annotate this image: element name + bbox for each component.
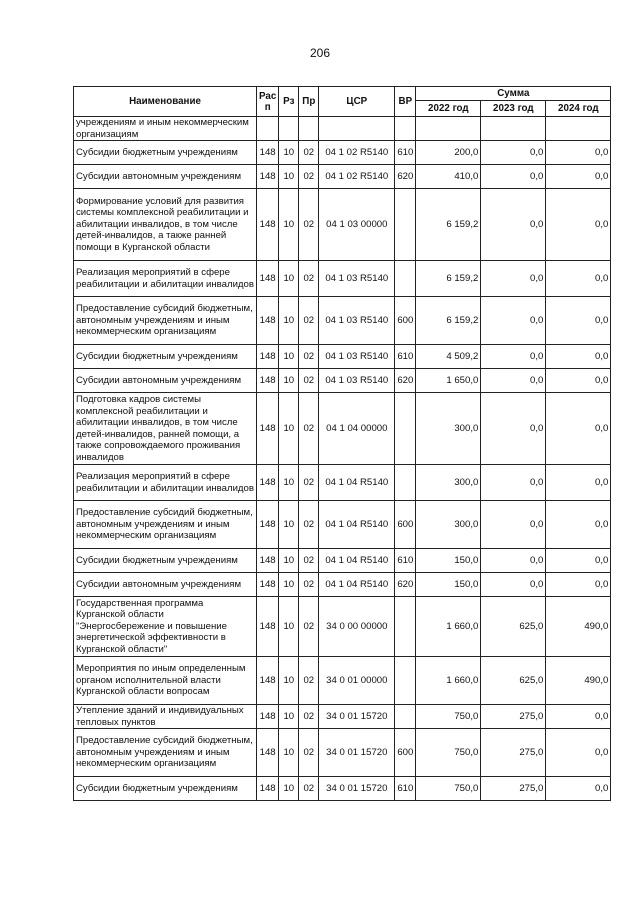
cell-vr <box>395 261 416 297</box>
cell-pr: 02 <box>299 297 319 345</box>
cell-name: Подготовка кадров системы комплексной реабилитации и абилитации инвалидов, в том числе детей-инвалидов, ранней помощи, а также сопровождаемого проживания инвалидов <box>74 393 257 465</box>
table-body <box>74 117 611 801</box>
cell-rasp: 148 <box>257 705 279 729</box>
cell-vr: 600 <box>395 729 416 777</box>
cell-sum-2022: 300,0 <box>416 501 481 549</box>
cell-name: Субсидии бюджетным учреждениям <box>74 141 257 165</box>
cell-sum-2022: 6 159,2 <box>416 189 481 261</box>
header-year-2022: 2022 год <box>416 101 481 117</box>
table-row <box>74 777 611 801</box>
cell-sum-2023: 0,0 <box>481 141 546 165</box>
cell-vr: 610 <box>395 549 416 573</box>
cell-sum-2023: 0,0 <box>481 345 546 369</box>
cell-rz: 10 <box>279 345 299 369</box>
cell-csr: 04 1 03 R5140 <box>319 297 395 345</box>
cell-sum-2022: 300,0 <box>416 465 481 501</box>
cell-csr: 04 1 03 R5140 <box>319 345 395 369</box>
cell-sum-2024: 0,0 <box>546 501 611 549</box>
cell-rz <box>279 117 299 141</box>
cell-csr: 04 1 04 R5140 <box>319 465 395 501</box>
cell-sum-2023 <box>481 117 546 141</box>
cell-rasp: 148 <box>257 573 279 597</box>
cell-pr: 02 <box>299 729 319 777</box>
cell-rasp: 148 <box>257 777 279 801</box>
cell-vr <box>395 393 416 465</box>
cell-csr: 34 0 01 15720 <box>319 777 395 801</box>
cell-sum-2022: 410,0 <box>416 165 481 189</box>
header-name: Наименование <box>74 87 257 117</box>
cell-rz: 10 <box>279 657 299 705</box>
cell-sum-2024: 0,0 <box>546 261 611 297</box>
cell-csr: 04 1 02 R5140 <box>319 165 395 189</box>
cell-sum-2024: 0,0 <box>546 705 611 729</box>
cell-sum-2024: 490,0 <box>546 597 611 657</box>
cell-pr: 02 <box>299 573 319 597</box>
cell-sum-2023: 0,0 <box>481 549 546 573</box>
header-csr: ЦСР <box>319 87 395 117</box>
cell-vr: 620 <box>395 369 416 393</box>
cell-pr: 02 <box>299 777 319 801</box>
cell-sum-2024: 0,0 <box>546 465 611 501</box>
cell-sum-2023: 0,0 <box>481 465 546 501</box>
cell-rasp: 148 <box>257 165 279 189</box>
cell-sum-2024: 0,0 <box>546 777 611 801</box>
cell-rasp: 148 <box>257 729 279 777</box>
table-row <box>74 261 611 297</box>
cell-rz: 10 <box>279 501 299 549</box>
cell-vr: 610 <box>395 141 416 165</box>
cell-vr: 600 <box>395 501 416 549</box>
cell-name: Субсидии бюджетным учреждениям <box>74 345 257 369</box>
cell-sum-2023: 0,0 <box>481 501 546 549</box>
cell-pr: 02 <box>299 261 319 297</box>
header-rasp <box>257 87 279 117</box>
cell-vr: 610 <box>395 777 416 801</box>
cell-rz: 10 <box>279 165 299 189</box>
cell-pr: 02 <box>299 705 319 729</box>
table-row <box>74 657 611 705</box>
cell-sum-2024: 0,0 <box>546 345 611 369</box>
cell-sum-2022: 1 650,0 <box>416 369 481 393</box>
table-row <box>74 549 611 573</box>
cell-vr <box>395 189 416 261</box>
cell-sum-2024: 0,0 <box>546 549 611 573</box>
cell-rasp: 148 <box>257 501 279 549</box>
cell-sum-2023: 0,0 <box>481 297 546 345</box>
cell-sum-2023: 0,0 <box>481 573 546 597</box>
cell-vr <box>395 465 416 501</box>
table-row <box>74 297 611 345</box>
cell-sum-2022: 150,0 <box>416 573 481 597</box>
cell-sum-2024: 490,0 <box>546 657 611 705</box>
cell-pr: 02 <box>299 393 319 465</box>
cell-name: Государственная программа Курганской области "Энергосбережение и повышение энергетической эффективности в Курганской области" <box>74 597 257 657</box>
cell-rasp: 148 <box>257 465 279 501</box>
cell-sum-2024: 0,0 <box>546 573 611 597</box>
table-row <box>74 345 611 369</box>
cell-csr: 04 1 03 00000 <box>319 189 395 261</box>
cell-csr: 34 0 01 15720 <box>319 729 395 777</box>
cell-csr: 04 1 04 R5140 <box>319 501 395 549</box>
cell-vr <box>395 705 416 729</box>
cell-sum-2022: 750,0 <box>416 777 481 801</box>
cell-rasp: 148 <box>257 393 279 465</box>
cell-rasp: 148 <box>257 597 279 657</box>
table-row <box>74 597 611 657</box>
cell-name: Предоставление субсидий бюджетным, автономным учреждениям и иным некоммерческим организациям <box>74 729 257 777</box>
cell-vr <box>395 597 416 657</box>
cell-name: Субсидии бюджетным учреждениям <box>74 549 257 573</box>
cell-rasp: 148 <box>257 189 279 261</box>
cell-name: Предоставление субсидий бюджетным, автономным учреждениям и иным некоммерческим организациям <box>74 297 257 345</box>
cell-sum-2024: 0,0 <box>546 369 611 393</box>
cell-rz: 10 <box>279 549 299 573</box>
cell-rz: 10 <box>279 597 299 657</box>
cell-pr: 02 <box>299 189 319 261</box>
cell-rz: 10 <box>279 297 299 345</box>
cell-sum-2022: 6 159,2 <box>416 297 481 345</box>
cell-vr <box>395 117 416 141</box>
cell-csr: 04 1 04 00000 <box>319 393 395 465</box>
cell-sum-2024: 0,0 <box>546 165 611 189</box>
cell-rz: 10 <box>279 189 299 261</box>
cell-pr: 02 <box>299 657 319 705</box>
cell-sum-2022: 6 159,2 <box>416 261 481 297</box>
header-rasp-line1: Рас <box>259 90 277 102</box>
cell-name: Утепление зданий и индивидуальных тепловых пунктов <box>74 705 257 729</box>
cell-csr: 04 1 04 R5140 <box>319 549 395 573</box>
cell-sum-2023: 275,0 <box>481 705 546 729</box>
cell-rasp: 148 <box>257 657 279 705</box>
cell-rasp: 148 <box>257 345 279 369</box>
table-row <box>74 573 611 597</box>
cell-sum-2022 <box>416 117 481 141</box>
cell-rasp: 148 <box>257 549 279 573</box>
table-row <box>74 165 611 189</box>
cell-name: Предоставление субсидий бюджетным, автономным учреждениям и иным некоммерческим организациям <box>74 501 257 549</box>
cell-vr: 600 <box>395 297 416 345</box>
cell-rz: 10 <box>279 465 299 501</box>
cell-rz: 10 <box>279 261 299 297</box>
cell-sum-2024: 0,0 <box>546 729 611 777</box>
cell-sum-2023: 0,0 <box>481 189 546 261</box>
cell-sum-2024: 0,0 <box>546 141 611 165</box>
cell-sum-2022: 4 509,2 <box>416 345 481 369</box>
cell-rz: 10 <box>279 369 299 393</box>
cell-sum-2023: 0,0 <box>481 369 546 393</box>
cell-csr: 04 1 03 R5140 <box>319 369 395 393</box>
cell-pr: 02 <box>299 369 319 393</box>
cell-csr <box>319 117 395 141</box>
header-rz: Рз <box>279 87 299 117</box>
cell-sum-2023: 0,0 <box>481 165 546 189</box>
cell-sum-2022: 200,0 <box>416 141 481 165</box>
cell-sum-2023: 625,0 <box>481 657 546 705</box>
cell-rasp: 148 <box>257 141 279 165</box>
table-row <box>74 117 611 141</box>
cell-name: Субсидии бюджетным учреждениям <box>74 777 257 801</box>
cell-csr: 04 1 02 R5140 <box>319 141 395 165</box>
header-sum: Сумма <box>416 87 611 101</box>
cell-sum-2022: 1 660,0 <box>416 657 481 705</box>
table-row <box>74 141 611 165</box>
cell-sum-2023: 275,0 <box>481 729 546 777</box>
cell-sum-2022: 150,0 <box>416 549 481 573</box>
table-row <box>74 189 611 261</box>
table-row <box>74 369 611 393</box>
budget-table <box>73 86 611 801</box>
header-rasp-line2: п <box>264 101 271 113</box>
table-row <box>74 393 611 465</box>
cell-rz: 10 <box>279 573 299 597</box>
cell-rz: 10 <box>279 705 299 729</box>
header-pr: Пр <box>299 87 319 117</box>
cell-vr: 620 <box>395 165 416 189</box>
cell-rasp <box>257 117 279 141</box>
cell-sum-2024: 0,0 <box>546 297 611 345</box>
cell-rasp: 148 <box>257 261 279 297</box>
header-year-2023: 2023 год <box>481 101 546 117</box>
cell-sum-2023: 275,0 <box>481 777 546 801</box>
cell-pr: 02 <box>299 465 319 501</box>
cell-pr: 02 <box>299 501 319 549</box>
cell-name: Субсидии автономным учреждениям <box>74 369 257 393</box>
table-row <box>74 729 611 777</box>
cell-name: Субсидии автономным учреждениям <box>74 573 257 597</box>
cell-sum-2022: 1 660,0 <box>416 597 481 657</box>
cell-rasp: 148 <box>257 369 279 393</box>
cell-csr: 04 1 03 R5140 <box>319 261 395 297</box>
cell-sum-2024: 0,0 <box>546 393 611 465</box>
cell-vr <box>395 657 416 705</box>
cell-name: Мероприятия по иным определенным органом исполнительной власти Курганской области вопросам <box>74 657 257 705</box>
cell-sum-2023: 0,0 <box>481 393 546 465</box>
cell-pr: 02 <box>299 345 319 369</box>
cell-sum-2022: 750,0 <box>416 729 481 777</box>
cell-csr: 34 0 00 00000 <box>319 597 395 657</box>
cell-name: Формирование условий для развития системы комплексной реабилитации и абилитации инвалидов, в том числе детей-инвалидов, а также ранней помощи в Курганской области <box>74 189 257 261</box>
cell-pr: 02 <box>299 165 319 189</box>
cell-name: Субсидии автономным учреждениям <box>74 165 257 189</box>
cell-name: Реализация мероприятий в сфере реабилитации и абилитации инвалидов <box>74 465 257 501</box>
table-row <box>74 501 611 549</box>
cell-rz: 10 <box>279 777 299 801</box>
cell-csr: 34 0 01 15720 <box>319 705 395 729</box>
cell-sum-2022: 300,0 <box>416 393 481 465</box>
cell-rasp: 148 <box>257 297 279 345</box>
cell-sum-2023: 625,0 <box>481 597 546 657</box>
table-row <box>74 465 611 501</box>
cell-pr <box>299 117 319 141</box>
cell-name: Реализация мероприятий в сфере реабилитации и абилитации инвалидов <box>74 261 257 297</box>
cell-sum-2024: 0,0 <box>546 189 611 261</box>
cell-rz: 10 <box>279 141 299 165</box>
cell-csr: 34 0 01 00000 <box>319 657 395 705</box>
cell-name: учреждениям и иным некоммерческим организациям <box>74 117 257 141</box>
table-row <box>74 705 611 729</box>
header-year-2024: 2024 год <box>546 101 611 117</box>
cell-pr: 02 <box>299 141 319 165</box>
cell-sum-2024 <box>546 117 611 141</box>
cell-vr: 620 <box>395 573 416 597</box>
cell-sum-2023: 0,0 <box>481 261 546 297</box>
cell-pr: 02 <box>299 597 319 657</box>
cell-sum-2022: 750,0 <box>416 705 481 729</box>
cell-rz: 10 <box>279 393 299 465</box>
cell-csr: 04 1 04 R5140 <box>319 573 395 597</box>
page-number: 206 <box>309 46 331 60</box>
cell-pr: 02 <box>299 549 319 573</box>
cell-rz: 10 <box>279 729 299 777</box>
cell-vr: 610 <box>395 345 416 369</box>
header-vr: ВР <box>395 87 416 117</box>
